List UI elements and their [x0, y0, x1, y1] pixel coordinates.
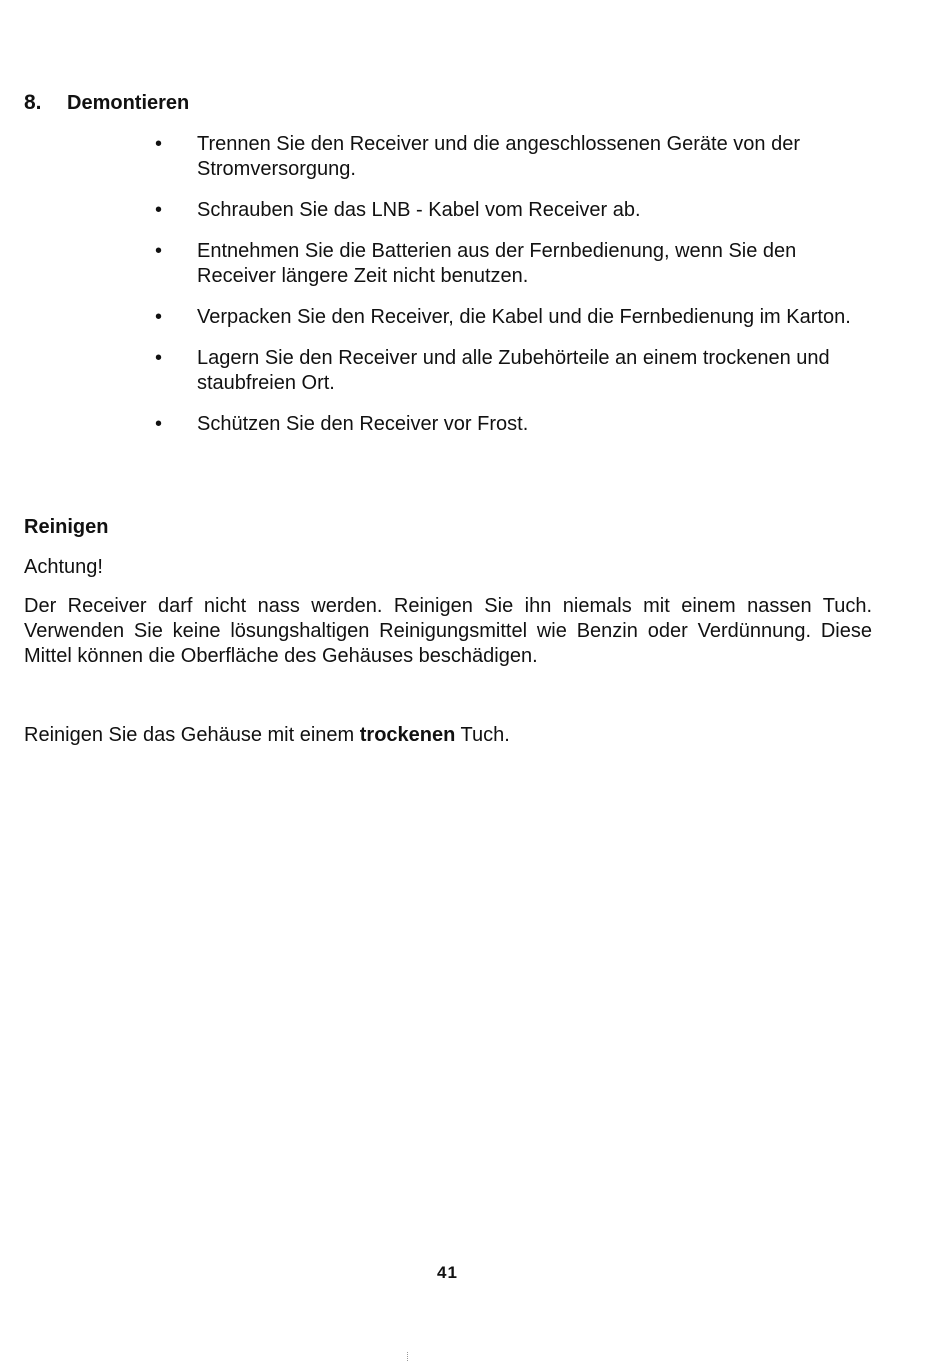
caution-label: Achtung! — [24, 556, 103, 578]
warning-paragraph: Der Receiver darf nicht nass werden. Reinigen Sie ihn niemals mit einem nassen Tuch. Verwenden Sie keine lösungshaltigen Reinigungsmittel wie Benzin oder Verdünnung. Diese Mittel können die Oberfläche des Gehäuses beschädigen. — [24, 595, 872, 667]
cleaning-instruction — [24, 722, 510, 748]
list-item — [150, 198, 880, 223]
bullet-icon: • — [155, 413, 163, 435]
bullet-icon: • — [155, 199, 163, 221]
scan-artifact — [407, 1352, 409, 1361]
list-item-text: Schrauben Sie das LNB - Kabel vom Receiver ab. — [197, 199, 641, 221]
list-item-text: Lagern Sie den Receiver und alle Zubehörteile an einem trockenen und staubfreien Ort. — [197, 347, 830, 394]
instruction-emphasis: trockenen — [359, 724, 456, 746]
page-number: 41 — [437, 1263, 458, 1282]
instruction-text-after: Tuch. — [455, 724, 510, 746]
list-item-text: Entnehmen Sie die Batterien aus der Fernbedienung, wenn Sie den Receiver längere Zeit nicht benutzen. — [197, 240, 797, 287]
bullet-icon: • — [155, 347, 163, 369]
instruction-text-before: Reinigen Sie das Gehäuse mit einem — [24, 724, 360, 746]
section-heading — [24, 90, 189, 116]
cleaning-heading: Reinigen — [24, 516, 109, 538]
list-item-text: Trennen Sie den Receiver und die angeschlossenen Geräte von der Stromversorgung. — [197, 133, 800, 180]
list-item — [150, 412, 880, 437]
bullet-icon: • — [155, 306, 163, 328]
list-item-text: Verpacken Sie den Receiver, die Kabel und die Fernbedienung im Karton. — [197, 306, 851, 328]
section-title: Demontieren — [67, 92, 190, 114]
list-item — [150, 305, 880, 330]
bullet-icon: • — [155, 133, 163, 155]
list-item — [150, 132, 880, 182]
bullet-icon: • — [155, 240, 163, 262]
section-number: 8. — [24, 91, 42, 114]
bullet-list — [150, 132, 880, 453]
list-item-text: Schützen Sie den Receiver vor Frost. — [197, 413, 529, 435]
list-item — [150, 346, 880, 396]
list-item — [150, 239, 880, 289]
